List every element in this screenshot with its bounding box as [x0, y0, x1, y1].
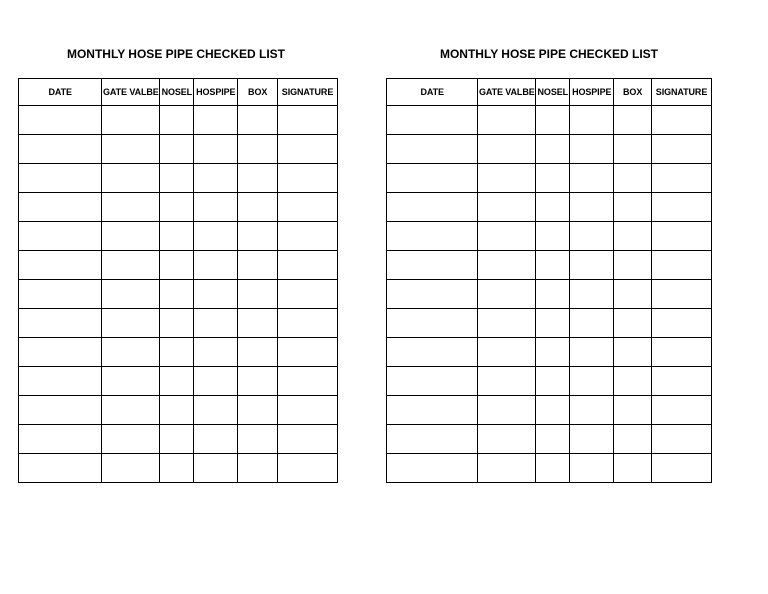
- nozzle-cell: [536, 338, 570, 367]
- gate-valve-cell: [102, 135, 160, 164]
- signature-cell: [652, 396, 712, 425]
- table-row: [387, 425, 712, 454]
- gate-valve-cell: [478, 425, 536, 454]
- signature-cell: [278, 135, 338, 164]
- box-cell: [614, 106, 652, 135]
- signature-cell: [278, 164, 338, 193]
- date-cell: [19, 425, 102, 454]
- date-cell: [19, 135, 102, 164]
- box-cell: [238, 367, 278, 396]
- table-row: [387, 135, 712, 164]
- hosepipe-cell: [570, 193, 614, 222]
- date-cell: [19, 309, 102, 338]
- box-cell: [238, 164, 278, 193]
- checklist-table: [18, 78, 338, 483]
- hosepipe-cell: [194, 396, 238, 425]
- table-row: [387, 454, 712, 483]
- column-header-date: DATE: [19, 79, 102, 106]
- signature-cell: [652, 280, 712, 309]
- box-cell: [238, 222, 278, 251]
- table-row: [387, 193, 712, 222]
- gate-valve-cell: [478, 280, 536, 309]
- box-cell: [238, 135, 278, 164]
- signature-cell: [652, 367, 712, 396]
- gate-valve-cell: [478, 367, 536, 396]
- box-cell: [614, 454, 652, 483]
- date-cell: [387, 396, 478, 425]
- nozzle-cell: [536, 425, 570, 454]
- signature-cell: [278, 193, 338, 222]
- nozzle-cell: [160, 425, 194, 454]
- hosepipe-cell: [570, 164, 614, 193]
- date-cell: [387, 193, 478, 222]
- date-cell: [387, 106, 478, 135]
- nozzle-cell: [160, 280, 194, 309]
- hosepipe-cell: [570, 454, 614, 483]
- table-row: [19, 367, 338, 396]
- date-cell: [387, 338, 478, 367]
- column-header-signature: SIGNATURE: [652, 79, 712, 106]
- box-cell: [238, 193, 278, 222]
- signature-cell: [652, 222, 712, 251]
- box-cell: [614, 338, 652, 367]
- date-cell: [387, 425, 478, 454]
- signature-cell: [652, 338, 712, 367]
- box-cell: [238, 309, 278, 338]
- nozzle-cell: [536, 309, 570, 338]
- date-cell: [19, 106, 102, 135]
- nozzle-cell: [160, 193, 194, 222]
- table-row: [19, 425, 338, 454]
- box-cell: [614, 396, 652, 425]
- signature-cell: [278, 425, 338, 454]
- box-cell: [238, 280, 278, 309]
- sheet-title: MONTHLY HOSE PIPE CHECKED LIST: [66, 47, 286, 61]
- column-header-gate-valve: GATE VALBE: [102, 79, 160, 106]
- nozzle-cell: [536, 135, 570, 164]
- signature-cell: [278, 338, 338, 367]
- box-cell: [614, 309, 652, 338]
- hosepipe-cell: [194, 193, 238, 222]
- table-row: [19, 280, 338, 309]
- table-row: [387, 164, 712, 193]
- signature-cell: [278, 251, 338, 280]
- table-row: [387, 106, 712, 135]
- box-cell: [238, 396, 278, 425]
- table-row: [19, 309, 338, 338]
- date-cell: [387, 251, 478, 280]
- gate-valve-cell: [102, 338, 160, 367]
- hosepipe-cell: [194, 222, 238, 251]
- nozzle-cell: [536, 396, 570, 425]
- table-row: [19, 396, 338, 425]
- gate-valve-cell: [102, 367, 160, 396]
- gate-valve-cell: [478, 396, 536, 425]
- date-cell: [387, 164, 478, 193]
- hosepipe-cell: [194, 135, 238, 164]
- box-cell: [614, 135, 652, 164]
- hosepipe-cell: [570, 106, 614, 135]
- hosepipe-cell: [570, 251, 614, 280]
- box-cell: [614, 425, 652, 454]
- date-cell: [19, 280, 102, 309]
- date-cell: [387, 454, 478, 483]
- column-header-nozzle: NOSEL: [536, 79, 570, 106]
- table-row: [19, 251, 338, 280]
- column-header-hosepipe: HOSPIPE: [570, 79, 614, 106]
- nozzle-cell: [160, 309, 194, 338]
- gate-valve-cell: [102, 425, 160, 454]
- table-row: [387, 338, 712, 367]
- table-row: [19, 222, 338, 251]
- hosepipe-cell: [194, 425, 238, 454]
- gate-valve-cell: [478, 106, 536, 135]
- box-cell: [238, 251, 278, 280]
- gate-valve-cell: [102, 309, 160, 338]
- header-row: [19, 79, 338, 106]
- date-cell: [19, 396, 102, 425]
- gate-valve-cell: [102, 251, 160, 280]
- nozzle-cell: [536, 367, 570, 396]
- signature-cell: [652, 309, 712, 338]
- gate-valve-cell: [478, 309, 536, 338]
- column-header-box: BOX: [614, 79, 652, 106]
- gate-valve-cell: [478, 251, 536, 280]
- hosepipe-cell: [194, 106, 238, 135]
- gate-valve-cell: [102, 280, 160, 309]
- nozzle-cell: [536, 222, 570, 251]
- hosepipe-cell: [194, 280, 238, 309]
- date-cell: [387, 309, 478, 338]
- signature-cell: [278, 106, 338, 135]
- hosepipe-cell: [570, 135, 614, 164]
- gate-valve-cell: [102, 396, 160, 425]
- table-row: [19, 454, 338, 483]
- signature-cell: [278, 367, 338, 396]
- nozzle-cell: [536, 454, 570, 483]
- table-row: [387, 280, 712, 309]
- sheet-title: MONTHLY HOSE PIPE CHECKED LIST: [439, 47, 659, 61]
- date-cell: [387, 222, 478, 251]
- gate-valve-cell: [478, 454, 536, 483]
- gate-valve-cell: [102, 454, 160, 483]
- signature-cell: [652, 164, 712, 193]
- checklist-table: [386, 78, 712, 483]
- signature-cell: [278, 454, 338, 483]
- hosepipe-cell: [570, 396, 614, 425]
- hosepipe-cell: [194, 309, 238, 338]
- box-cell: [614, 193, 652, 222]
- signature-cell: [652, 193, 712, 222]
- hosepipe-cell: [194, 367, 238, 396]
- box-cell: [614, 164, 652, 193]
- nozzle-cell: [536, 280, 570, 309]
- nozzle-cell: [160, 396, 194, 425]
- nozzle-cell: [160, 251, 194, 280]
- table-body: [19, 106, 338, 483]
- nozzle-cell: [536, 106, 570, 135]
- hosepipe-cell: [194, 338, 238, 367]
- box-cell: [238, 425, 278, 454]
- signature-cell: [652, 106, 712, 135]
- date-cell: [19, 193, 102, 222]
- table-row: [19, 338, 338, 367]
- signature-cell: [652, 454, 712, 483]
- hosepipe-cell: [570, 338, 614, 367]
- table-row: [19, 106, 338, 135]
- column-header-signature: SIGNATURE: [278, 79, 338, 106]
- signature-cell: [278, 280, 338, 309]
- column-header-hosepipe: HOSPIPE: [194, 79, 238, 106]
- gate-valve-cell: [478, 222, 536, 251]
- box-cell: [238, 454, 278, 483]
- nozzle-cell: [536, 193, 570, 222]
- column-header-box: BOX: [238, 79, 278, 106]
- nozzle-cell: [160, 135, 194, 164]
- gate-valve-cell: [102, 222, 160, 251]
- date-cell: [387, 135, 478, 164]
- table-row: [19, 135, 338, 164]
- table-row: [19, 193, 338, 222]
- date-cell: [19, 251, 102, 280]
- signature-cell: [278, 222, 338, 251]
- nozzle-cell: [160, 338, 194, 367]
- box-cell: [614, 251, 652, 280]
- box-cell: [614, 367, 652, 396]
- signature-cell: [278, 396, 338, 425]
- box-cell: [238, 338, 278, 367]
- nozzle-cell: [160, 367, 194, 396]
- signature-cell: [278, 309, 338, 338]
- hosepipe-cell: [570, 280, 614, 309]
- box-cell: [614, 222, 652, 251]
- nozzle-cell: [160, 164, 194, 193]
- date-cell: [387, 367, 478, 396]
- date-cell: [387, 280, 478, 309]
- nozzle-cell: [160, 222, 194, 251]
- nozzle-cell: [160, 454, 194, 483]
- gate-valve-cell: [478, 193, 536, 222]
- nozzle-cell: [536, 251, 570, 280]
- column-header-gate-valve: GATE VALBE: [478, 79, 536, 106]
- gate-valve-cell: [102, 164, 160, 193]
- signature-cell: [652, 425, 712, 454]
- gate-valve-cell: [102, 106, 160, 135]
- table-row: [19, 164, 338, 193]
- hosepipe-cell: [570, 367, 614, 396]
- table-row: [387, 251, 712, 280]
- nozzle-cell: [536, 164, 570, 193]
- table-row: [387, 367, 712, 396]
- gate-valve-cell: [478, 338, 536, 367]
- table-row: [387, 309, 712, 338]
- hosepipe-cell: [570, 222, 614, 251]
- signature-cell: [652, 135, 712, 164]
- date-cell: [19, 164, 102, 193]
- table-body: [387, 106, 712, 483]
- date-cell: [19, 367, 102, 396]
- table-row: [387, 222, 712, 251]
- signature-cell: [652, 251, 712, 280]
- hosepipe-cell: [570, 309, 614, 338]
- nozzle-cell: [160, 106, 194, 135]
- gate-valve-cell: [102, 193, 160, 222]
- hosepipe-cell: [194, 251, 238, 280]
- hosepipe-cell: [570, 425, 614, 454]
- header-row: [387, 79, 712, 106]
- date-cell: [19, 338, 102, 367]
- date-cell: [19, 222, 102, 251]
- column-header-nozzle: NOSEL: [160, 79, 194, 106]
- gate-valve-cell: [478, 164, 536, 193]
- box-cell: [238, 106, 278, 135]
- hosepipe-cell: [194, 454, 238, 483]
- date-cell: [19, 454, 102, 483]
- table-row: [387, 396, 712, 425]
- gate-valve-cell: [478, 135, 536, 164]
- column-header-date: DATE: [387, 79, 478, 106]
- box-cell: [614, 280, 652, 309]
- hosepipe-cell: [194, 164, 238, 193]
